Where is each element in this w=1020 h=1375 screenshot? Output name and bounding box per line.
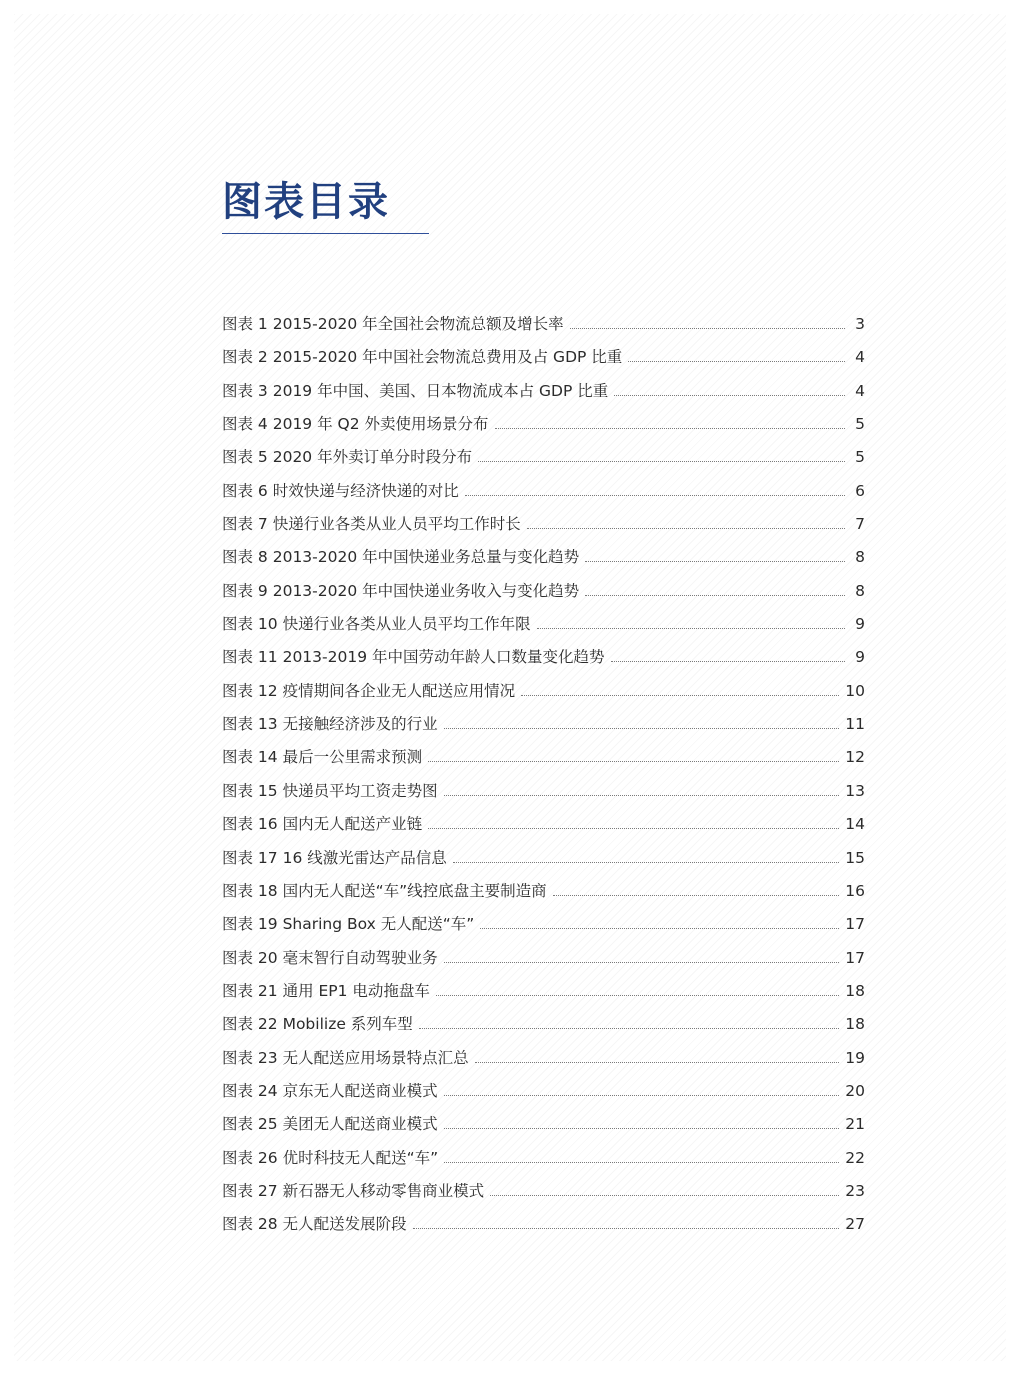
toc-dot-leader xyxy=(553,895,840,896)
toc-dot-leader xyxy=(453,862,840,863)
toc-dot-leader xyxy=(570,328,845,329)
toc-dot-leader xyxy=(419,1028,839,1029)
toc-entry-label: 图表 11 2013-2019 年中国劳动年龄人口数量变化趋势 xyxy=(222,648,605,667)
toc-entry-page-number: 5 xyxy=(855,415,865,434)
toc-entry-page-number: 20 xyxy=(845,1081,865,1100)
toc-entry-label: 图表 25 美团无人配送商业模式 xyxy=(222,1115,438,1134)
toc-entry[interactable] xyxy=(222,812,865,845)
toc-entry-label: 图表 22 Mobilize 系列车型 xyxy=(222,1015,413,1034)
toc-entry-page-number: 23 xyxy=(845,1181,865,1200)
toc-dot-leader xyxy=(614,395,845,396)
toc-entry[interactable] xyxy=(222,579,865,612)
toc-entry-label: 图表 4 2019 年 Q2 外卖使用场景分布 xyxy=(222,415,489,434)
toc-entry[interactable] xyxy=(222,445,865,478)
toc-entry-label: 图表 23 无人配送应用场景特点汇总 xyxy=(222,1048,469,1067)
toc-dot-leader xyxy=(495,428,845,429)
toc-entry-label: 图表 9 2013-2020 年中国快递业务收入与变化趋势 xyxy=(222,581,580,600)
toc-entry-label: 图表 19 Sharing Box 无人配送“车” xyxy=(222,915,475,934)
toc-dot-leader xyxy=(521,695,839,696)
toc-entry[interactable] xyxy=(222,645,865,678)
toc-entry[interactable] xyxy=(222,946,865,979)
toc-dot-leader xyxy=(444,795,840,796)
toc-entry-label: 图表 8 2013-2020 年中国快递业务总量与变化趋势 xyxy=(222,548,580,567)
toc-entry-page-number: 8 xyxy=(855,581,865,600)
toc-entry[interactable] xyxy=(222,1179,865,1212)
toc-entry-page-number: 17 xyxy=(845,915,865,934)
toc-entry[interactable] xyxy=(222,846,865,879)
toc-entry-label: 图表 24 京东无人配送商业模式 xyxy=(222,1081,438,1100)
toc-entry[interactable] xyxy=(222,1079,865,1112)
toc-dot-leader xyxy=(444,728,840,729)
toc-entry-page-number: 15 xyxy=(845,848,865,867)
toc-dot-leader xyxy=(428,828,839,829)
toc-entry-label: 图表 1 2015-2020 年全国社会物流总额及增长率 xyxy=(222,315,564,333)
toc-entry-label: 图表 14 最后一公里需求预测 xyxy=(222,748,423,767)
toc-entry-label: 图表 28 无人配送发展阶段 xyxy=(222,1215,407,1234)
toc-dot-leader xyxy=(480,928,839,929)
toc-entry[interactable] xyxy=(222,1112,865,1145)
toc-entry[interactable] xyxy=(222,612,865,645)
toc-entry[interactable] xyxy=(222,745,865,778)
toc-entry-page-number: 17 xyxy=(845,948,865,967)
toc-entry-label: 图表 26 优时科技无人配送“车” xyxy=(222,1148,439,1167)
toc-dot-leader xyxy=(413,1228,840,1229)
toc-entry[interactable] xyxy=(222,779,865,812)
toc-entry-page-number: 6 xyxy=(855,481,865,500)
toc-entry[interactable] xyxy=(222,1146,865,1179)
toc-entry-page-number: 3 xyxy=(855,315,865,333)
toc-entry-label: 图表 16 国内无人配送产业链 xyxy=(222,815,423,834)
toc-entry-page-number: 10 xyxy=(845,681,865,700)
toc-entry-label: 图表 3 2019 年中国、美国、日本物流成本占 GDP 比重 xyxy=(222,381,609,400)
toc-entry-label: 图表 21 通用 EP1 电动拖盘车 xyxy=(222,981,430,1000)
page-title: 图表目录 xyxy=(222,179,390,225)
toc-entry-page-number: 18 xyxy=(845,981,865,1000)
toc-entry-label: 图表 18 国内无人配送“车”线控底盘主要制造商 xyxy=(222,881,547,900)
toc-entry[interactable] xyxy=(222,879,865,912)
toc-entry[interactable] xyxy=(222,912,865,945)
toc-entry-page-number: 13 xyxy=(845,781,865,800)
toc-entry[interactable] xyxy=(222,1046,865,1079)
toc-dot-leader xyxy=(465,495,845,496)
document-page xyxy=(222,0,866,1375)
toc-dot-leader xyxy=(475,1062,840,1063)
toc-entry-page-number: 9 xyxy=(855,615,865,634)
toc-entry[interactable] xyxy=(222,712,865,745)
toc-dot-leader xyxy=(490,1195,839,1196)
toc-entry-label: 图表 13 无接触经济涉及的行业 xyxy=(222,715,438,734)
toc-dot-leader xyxy=(444,1162,839,1163)
toc-entry[interactable] xyxy=(222,1212,865,1245)
toc-entry[interactable] xyxy=(222,345,865,378)
toc-entry[interactable] xyxy=(222,1012,865,1045)
toc-entry-label: 图表 10 快递行业各类从业人员平均工作年限 xyxy=(222,615,531,634)
toc-entry-page-number: 5 xyxy=(855,448,865,467)
toc-entry-label: 图表 27 新石器无人移动零售商业模式 xyxy=(222,1181,485,1200)
toc-dot-leader xyxy=(611,661,846,662)
toc-dot-leader xyxy=(628,361,845,362)
toc-entry-page-number: 27 xyxy=(845,1215,865,1234)
toc-entry-page-number: 18 xyxy=(845,1015,865,1034)
toc-entry-page-number: 7 xyxy=(855,515,865,534)
toc-entry[interactable] xyxy=(222,679,865,712)
toc-dot-leader xyxy=(585,595,845,596)
toc-entry[interactable] xyxy=(222,545,865,578)
toc-entry[interactable] xyxy=(222,312,865,345)
toc-entry-page-number: 9 xyxy=(855,648,865,667)
toc-entry-page-number: 4 xyxy=(855,381,865,400)
toc-dot-leader xyxy=(585,561,845,562)
toc-entry-label: 图表 17 16 线激光雷达产品信息 xyxy=(222,848,447,867)
toc-entry-page-number: 19 xyxy=(845,1048,865,1067)
toc-dot-leader xyxy=(428,761,839,762)
toc-dot-leader xyxy=(444,1128,840,1129)
toc-entry[interactable] xyxy=(222,979,865,1012)
title-underline xyxy=(222,233,429,234)
toc-dot-leader xyxy=(436,995,839,996)
toc-entry[interactable] xyxy=(222,479,865,512)
toc-entry-label: 图表 12 疫情期间各企业无人配送应用情况 xyxy=(222,681,516,700)
toc-entry-label: 图表 7 快递行业各类从业人员平均工作时长 xyxy=(222,515,521,534)
toc-entry-page-number: 4 xyxy=(855,348,865,367)
toc-dot-leader xyxy=(444,1095,840,1096)
toc-entry-page-number: 14 xyxy=(845,815,865,834)
toc-entry[interactable] xyxy=(222,412,865,445)
toc-entry-label: 图表 5 2020 年外卖订单分时段分布 xyxy=(222,448,473,467)
toc-entry-label: 图表 2 2015-2020 年中国社会物流总费用及占 GDP 比重 xyxy=(222,348,623,367)
toc-dot-leader xyxy=(537,628,845,629)
toc-entry[interactable] xyxy=(222,379,865,412)
toc-entry-page-number: 21 xyxy=(845,1115,865,1134)
toc-entry[interactable] xyxy=(222,512,865,545)
figure-list xyxy=(222,312,865,1246)
toc-entry-label: 图表 20 毫末智行自动驾驶业务 xyxy=(222,948,438,967)
toc-dot-leader xyxy=(444,962,840,963)
toc-entry-page-number: 12 xyxy=(845,748,865,767)
toc-dot-leader xyxy=(478,461,845,462)
toc-entry-page-number: 8 xyxy=(855,548,865,567)
toc-entry-page-number: 22 xyxy=(845,1148,865,1167)
toc-entry-label: 图表 15 快递员平均工资走势图 xyxy=(222,781,438,800)
toc-dot-leader xyxy=(527,528,845,529)
toc-entry-page-number: 11 xyxy=(845,715,865,734)
toc-entry-page-number: 16 xyxy=(845,881,865,900)
toc-entry-label: 图表 6 时效快递与经济快递的对比 xyxy=(222,481,459,500)
